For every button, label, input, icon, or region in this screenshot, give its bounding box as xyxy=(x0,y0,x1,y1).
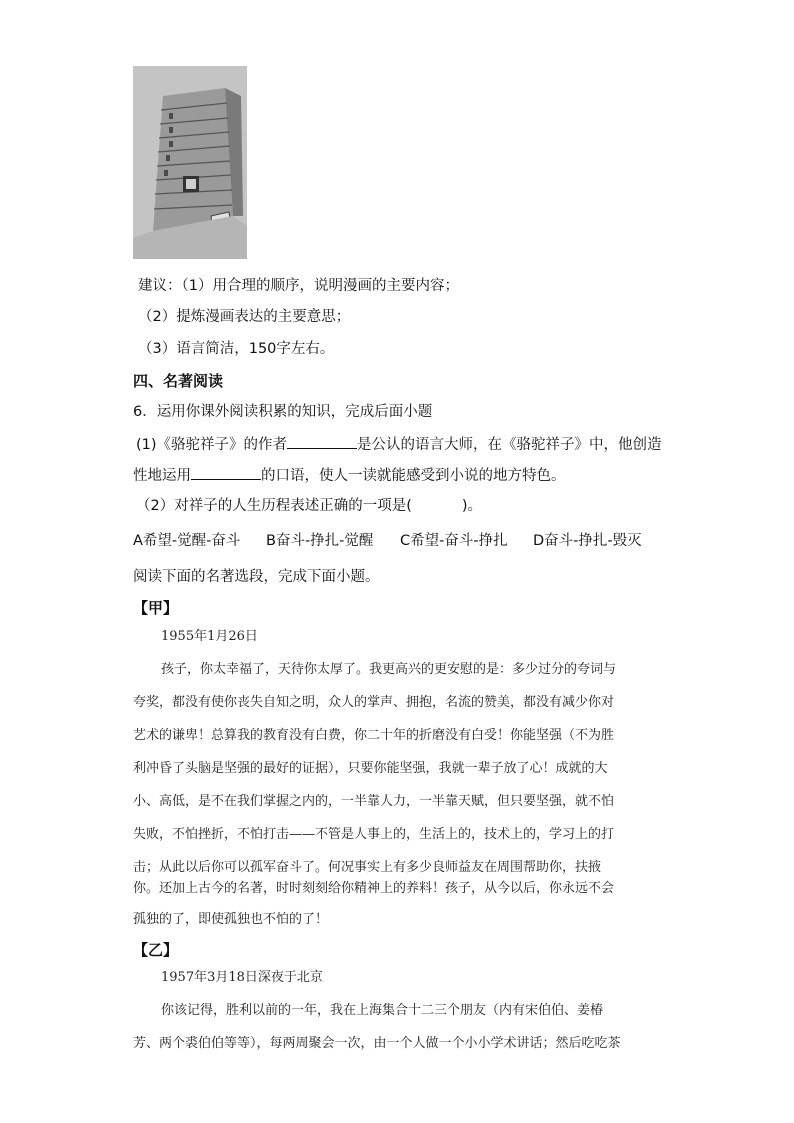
option-c: C希望-奋斗-挣扎 xyxy=(400,533,508,549)
option-a: A希望-觉醒-奋斗 xyxy=(133,533,241,549)
cartoon-drawing xyxy=(133,66,247,259)
excerpt-jia-line: 你。还加上古今的名著，时时刻刻给你精神上的养料！孩子，从今以后，你永远不会 xyxy=(133,881,615,896)
excerpt-yi-date: 1957年3月18日深夜于北京 xyxy=(161,970,323,985)
q6-part1-text-c: 性地运用 xyxy=(133,468,191,484)
excerpt-jia-date: 1955年1月26日 xyxy=(161,629,258,644)
excerpt-yi-line: 芳、两个裘伯伯等等），每两周聚会一次，由一个人做一个小小学术讲话；然后吃吃茶 xyxy=(133,1036,621,1051)
question-6-stem: 6．运用你课外阅读积累的知识，完成后面小题 xyxy=(133,404,433,420)
excerpt-jia-line: 夸奖，都没有使你丧失自知之明，众人的掌声、拥抱，名流的赞美，都没有减少你对 xyxy=(133,695,615,710)
q6-part2 xyxy=(136,496,482,516)
q6-part2-text-a: （2）对祥子的人生历程表述正确的一项是( xyxy=(136,498,412,514)
option-d: D奋斗-挣扎-毁灭 xyxy=(533,533,642,549)
q6-part1-text-d: 的口语，使人一读就能感受到小说的地方特色。 xyxy=(261,468,566,484)
excerpt-jia-label: 【甲】 xyxy=(133,599,179,617)
excerpt-jia-line: 孤独的了，即使孤独也不怕的了！ xyxy=(133,912,329,927)
section-title: 四、名著阅读 xyxy=(133,372,224,390)
reading-intro: 阅读下面的名著选段，完成下面小题。 xyxy=(133,569,380,585)
q6-part1-line2 xyxy=(133,464,566,486)
q6-part1-line1 xyxy=(136,433,662,455)
answer-blank-dialect[interactable] xyxy=(191,464,261,480)
answer-blank-author[interactable] xyxy=(287,433,357,449)
excerpt-jia-line: 孩子，你太幸福了，天待你太厚了。我更高兴的更安慰的是：多少过分的夸词与 xyxy=(161,662,617,677)
suggestion-2: （2）提炼漫画表达的主要意思； xyxy=(138,309,351,325)
q6-part1-text-a: (1)《骆驼祥子》的作者 xyxy=(136,437,288,453)
option-b: B奋斗-挣扎-觉醒 xyxy=(266,533,374,549)
suggestion-3: （3）语言简洁，150字左右。 xyxy=(138,341,335,357)
excerpt-yi-label: 【乙】 xyxy=(133,941,179,959)
excerpt-jia-line: 艺术的谦卑！总算我的教育没有白费，你二十年的折磨没有白受！你能坚强（不为胜 xyxy=(133,728,615,743)
excerpt-jia-line: 利冲昏了头脑是坚强的最好的证据），只要你能坚强，我就一辈子放了心！成就的大 xyxy=(133,761,608,776)
excerpt-jia-line: 失败，不怕挫折，不怕打击——不管是人事上的，生活上的，技术上的，学习上的打 xyxy=(133,827,615,842)
suggestion-1: 建议：（1）用合理的顺序，说明漫画的主要内容； xyxy=(138,278,459,294)
excerpt-jia-line: 小、高低，是不在我们掌握之内的，一半靠人力，一半靠天赋，但只要坚强，就不怕 xyxy=(133,794,615,809)
q6-part2-text-b: )。 xyxy=(461,498,483,514)
excerpt-yi-line: 你该记得，胜利以前的一年，我在上海集合十二三个朋友（内有宋伯伯、姜椿 xyxy=(161,1003,604,1018)
excerpt-jia-line: 击；从此以后你可以孤军奋斗了。何况事实上有多少良师益友在周围帮助你，扶掖 xyxy=(133,860,602,875)
q6-part1-text-b: 是公认的语言大师，在《骆驼祥子》中，他创造 xyxy=(357,437,662,453)
cartoon-image xyxy=(133,66,247,259)
